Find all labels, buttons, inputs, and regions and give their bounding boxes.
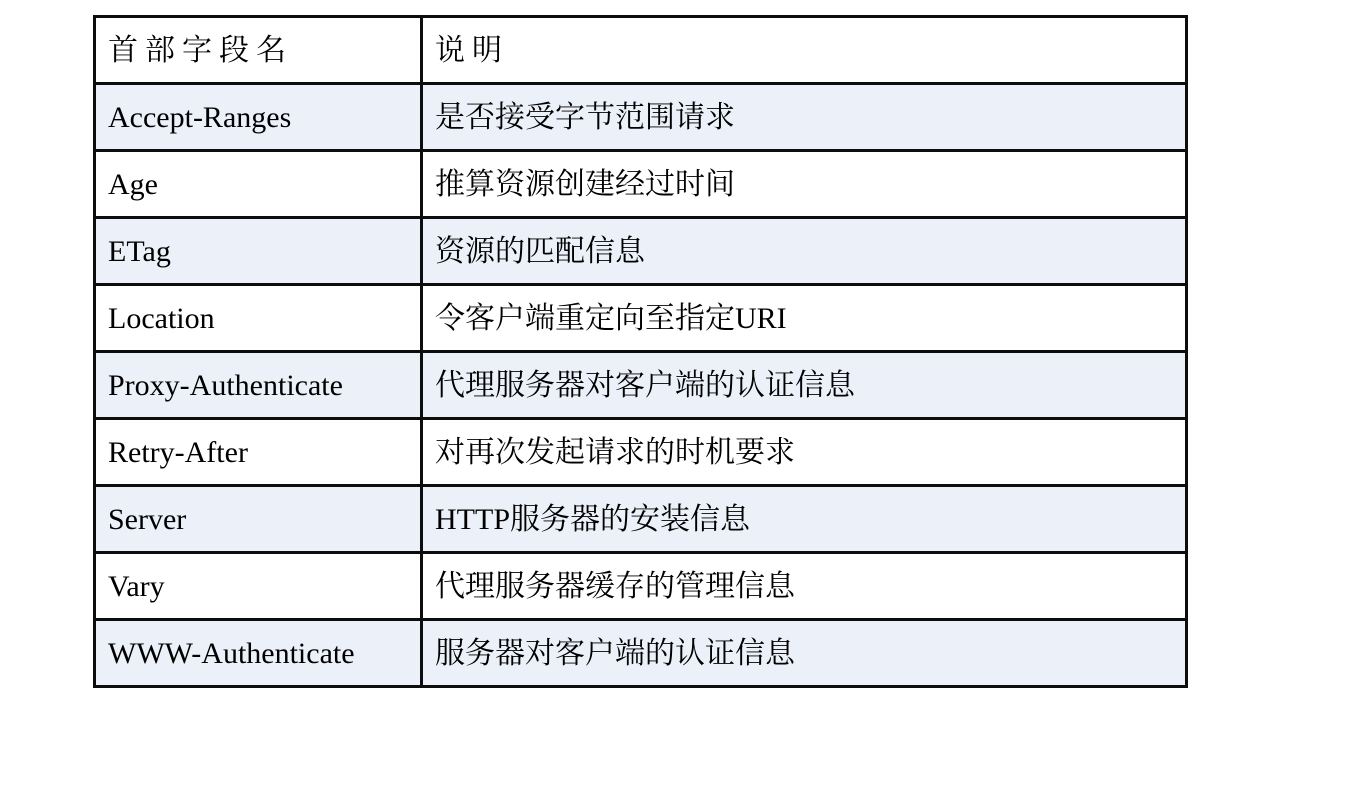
field-name-cell: WWW-Authenticate bbox=[95, 620, 422, 687]
field-desc-cell: 令客户端重定向至指定URI bbox=[422, 285, 1187, 352]
table-row bbox=[95, 620, 1187, 687]
table-header-row bbox=[95, 17, 1187, 84]
field-name-cell: Server bbox=[95, 486, 422, 553]
table-row bbox=[95, 285, 1187, 352]
field-desc-cell: 推算资源创建经过时间 bbox=[422, 151, 1187, 218]
table-row bbox=[95, 419, 1187, 486]
field-desc-cell: 服务器对客户端的认证信息 bbox=[422, 620, 1187, 687]
field-name-cell: Location bbox=[95, 285, 422, 352]
field-name-cell: Accept-Ranges bbox=[95, 84, 422, 151]
field-name-cell: ETag bbox=[95, 218, 422, 285]
column-header-field: 首部字段名 bbox=[95, 17, 422, 84]
column-header-desc: 说明 bbox=[422, 17, 1187, 84]
field-name-cell: Vary bbox=[95, 553, 422, 620]
field-desc-cell: 对再次发起请求的时机要求 bbox=[422, 419, 1187, 486]
field-desc-cell: 资源的匹配信息 bbox=[422, 218, 1187, 285]
field-desc-cell: 是否接受字节范围请求 bbox=[422, 84, 1187, 151]
field-name-cell: Retry-After bbox=[95, 419, 422, 486]
table-row bbox=[95, 151, 1187, 218]
response-header-fields-table bbox=[93, 15, 1188, 688]
field-desc-cell: HTTP服务器的安装信息 bbox=[422, 486, 1187, 553]
field-name-cell: Proxy-Authenticate bbox=[95, 352, 422, 419]
field-desc-cell: 代理服务器缓存的管理信息 bbox=[422, 553, 1187, 620]
table-row bbox=[95, 218, 1187, 285]
table-row bbox=[95, 486, 1187, 553]
field-name-cell: Age bbox=[95, 151, 422, 218]
table-row bbox=[95, 553, 1187, 620]
table-row bbox=[95, 352, 1187, 419]
field-desc-cell: 代理服务器对客户端的认证信息 bbox=[422, 352, 1187, 419]
table-row bbox=[95, 84, 1187, 151]
